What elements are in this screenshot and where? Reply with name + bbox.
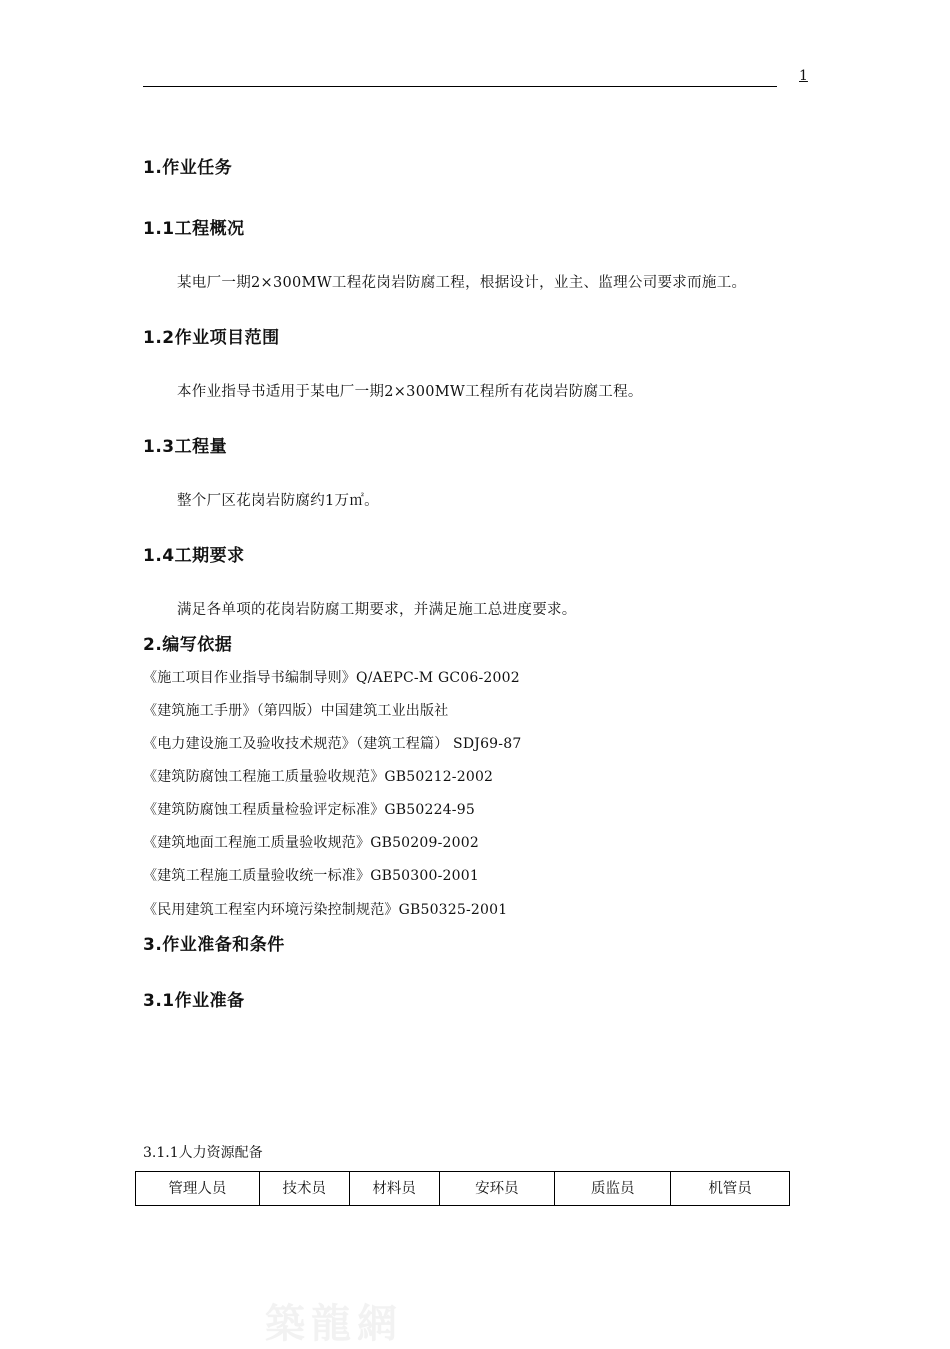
staff-table-caption: 3.1.1人力资源配备 [143,1145,263,1161]
section-2-title: 2.编写依据 [143,635,233,655]
section-1-2-title: 1.2作业项目范围 [143,328,280,348]
watermark-logo: 築龍網 [265,1300,403,1347]
reference-item: 《民用建筑工程室内环境污染控制规范》GB50325-2001 [143,902,508,918]
section-1-3-text: 整个厂区花岗岩防腐约1万㎡。 [177,493,379,509]
section-3-title: 3.作业准备和条件 [143,935,285,955]
section-1-4-title: 1.4工期要求 [143,546,245,566]
table-row [136,1172,790,1206]
reference-item: 《建筑工程施工质量验收统一标准》GB50300-2001 [143,868,479,884]
table-header-cell: 技术员 [259,1172,349,1206]
table-header-cell: 质监员 [555,1172,671,1206]
header-rule [143,86,777,87]
reference-item: 《电力建设施工及验收技术规范》（建筑工程篇） SDJ69-87 [143,736,522,752]
page-number: 1 [799,68,808,84]
section-1-3-title: 1.3工程量 [143,437,228,457]
section-1-1-title: 1.1工程概况 [143,219,245,239]
reference-item: 《建筑防腐蚀工程施工质量验收规范》GB50212-2002 [143,769,494,785]
reference-item: 《建筑防腐蚀工程质量检验评定标准》GB50224-95 [143,802,475,818]
reference-item: 《施工项目作业指导书编制导则》Q/AEPC-M GC06-2002 [143,670,520,686]
reference-item: 《建筑地面工程施工质量验收规范》GB50209-2002 [143,835,479,851]
staff-table [135,1171,790,1206]
table-header-cell: 材料员 [349,1172,439,1206]
section-1-1-text: 某电厂一期2×300MW工程花岗岩防腐工程，根据设计，业主、监理公司要求而施工。 [177,275,747,291]
table-header-cell: 管理人员 [136,1172,260,1206]
reference-item: 《建筑施工手册》（第四版）中国建筑工业出版社 [143,703,449,719]
section-1-title: 1.作业任务 [143,158,233,178]
table-header-cell: 安环员 [439,1172,555,1206]
section-3-1-title: 3.1作业准备 [143,991,245,1011]
section-1-4-text: 满足各单项的花岗岩防腐工期要求，并满足施工总进度要求。 [177,602,577,618]
section-1-2-text: 本作业指导书适用于某电厂一期2×300MW工程所有花岗岩防腐工程。 [177,384,643,400]
table-header-cell: 机管员 [671,1172,790,1206]
